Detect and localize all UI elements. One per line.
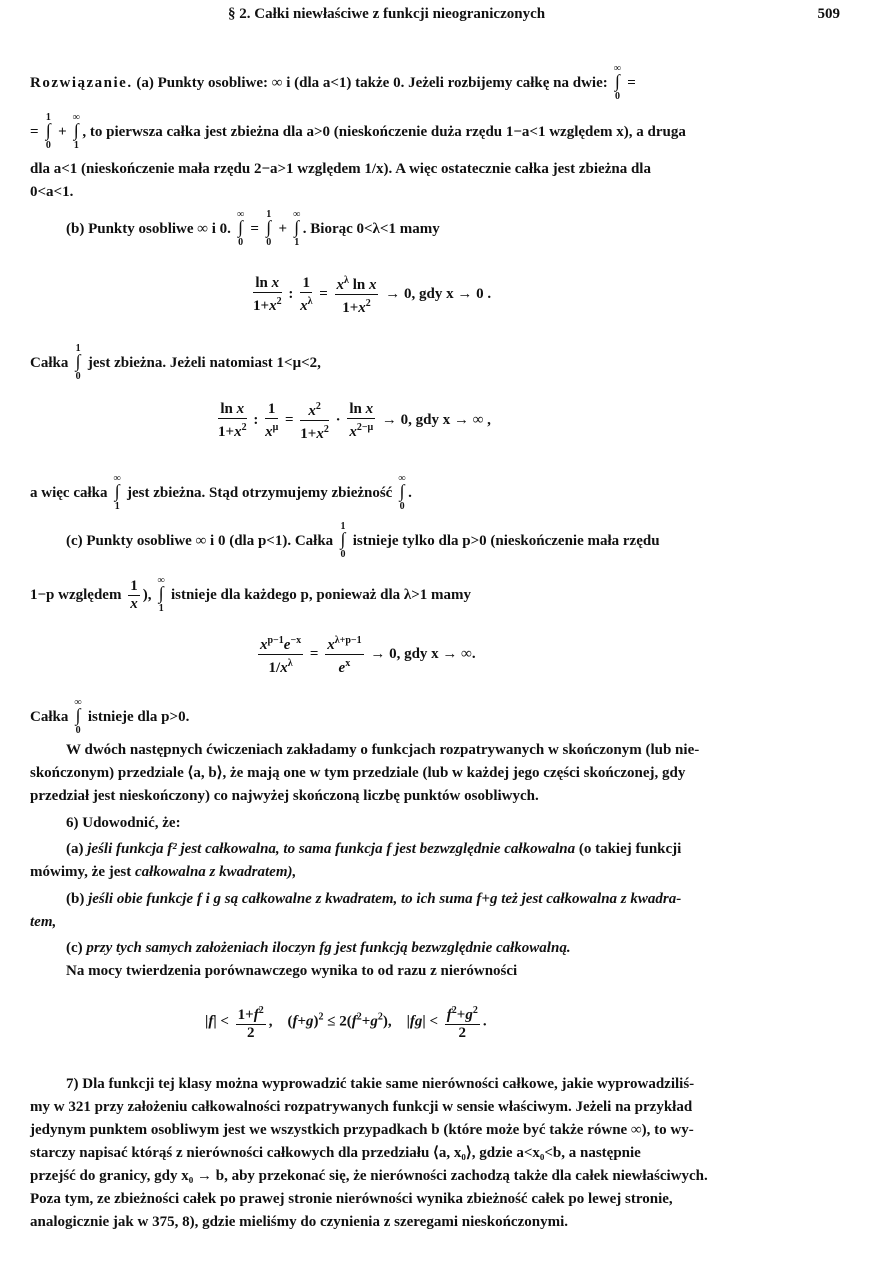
intro-line1: W dwóch następnych ćwiczeniach zakładamy o funkcjach rozpatrywanych w skończonym (lub nie- (66, 742, 700, 758)
ex6-b-line2: tem, (30, 914, 57, 930)
equation-b1: $\frac{\text{ln x}}{1+x^2}$ : $\frac{1}{x^\lambda}$ = $\frac{x^\lambda \ln x}{1+x^2}$ → 0, gdy x → 0 . (250, 272, 491, 317)
ex6-c: (c) przy tych samych założeniach iloczyn fg jest funkcją bezwzględnie całkowalną. (66, 940, 571, 956)
para-a-line3: dla a<1 (nieskończenie mała rzędu 2−a>1 względem 1/x). A więc ostatecznie całka jest zbieżna dla (30, 161, 651, 177)
para-b-line2: Całka 1 ∫ 0 jest zbieżna. Jeżeli natomiast 1<μ<2, (30, 343, 321, 382)
ex7-line3: jedynym punktem osobliwym jest we wszystkich przypadkach b (które może być także równe ∞), to wy- (30, 1122, 694, 1138)
ex7-line5: przejść do granicy, gdy x₀ → b, aby przekonać się, że nierówności zachodzą także dla całek niewłaściwych. (30, 1168, 708, 1184)
ex7-line4: starczy napisać którąś z nierówności całkowych dla przedziału ⟨a, x₀⟩, gdzie a<x₀<b, a następnie (30, 1145, 641, 1161)
page-number: 509 (817, 6, 840, 22)
para-c-line1: (c) Punkty osobliwe ∞ i 0 (dla p<1). Całka 1 ∫ 0 istnieje tylko dla p>0 (nieskończenie mała rzędu (66, 521, 660, 560)
equation-c: $\frac{x^{p-1}e^{-x}}{1/x^\lambda}$ = $\frac{x^{\lambda+p-1}}{e^x}$ → 0, gdy x → ∞. (255, 632, 476, 677)
ex7-line1: 7) Dla funkcji tej klasy można wyprowadzić takie same nierówności całkowe, jakie wyprowadziliś- (66, 1076, 695, 1092)
integral-sign: ∞ ∫ 0 (613, 63, 622, 102)
ex6-proof: Na mocy twierdzenia porównawczego wynika to od razu z nierówności (66, 963, 518, 979)
para-b-line3: a więc całka ∞ ∫ 1 jest zbieżna. Stąd otrzymujemy zbieżność ∞ ∫ 0 . (30, 473, 412, 512)
ex6-b-line1: (b) jeśli obie funkcje f i g są całkowalne z kwadratem, to ich suma f+g też jest całkowalna z kwadra- (66, 891, 682, 907)
ex6-a-line2: mówimy, że jest całkowalna z kwadratem), (30, 864, 297, 880)
intro-line3: przedział jest nieskończony) co najwyżej skończoną liczbę punktów osobliwych. (30, 788, 539, 804)
para-c-line3: Całka ∞ ∫ 0 istnieje dla p>0. (30, 697, 190, 736)
para-b-line1: (b) Punkty osobliwe ∞ i 0. ∞ ∫ 0 = 1 ∫ 0 + ∞ ∫ 1 . Biorąc 0<λ<1 mamy (66, 209, 440, 248)
para-a-line2: = 1 ∫ 0 + ∞ ∫ 1 , to pierwsza całka jest zbieżna dla a>0 (nieskończenie duża rzędu 1−a<1 względem x), a druga (30, 112, 686, 151)
equation-b2: $\frac{\text{ln x}}{1+x^2}$ : $\frac{1}{x^\mu}$ = $\frac{x^2}{1+x^2}$ · $\frac{\text{ln x}}{x^{2-\mu}}$ → 0, gdy x → ∞ , (215, 398, 491, 443)
ex6-a-line1: (a) jeśli funkcja f² jest całkowalna, to sama funkcja f jest bezwzględnie całkowalna (o takiej funkcji (66, 841, 682, 857)
para-a-line4: 0<a<1. (30, 184, 74, 200)
ex7-line7: analogicznie jak w 375, 8), gdzie mieliśmy do czynienia z szeregami nieskończonymi. (30, 1214, 569, 1230)
para-a-line1: Rozwiązanie. (a) Punkty osobliwe: ∞ i (dla a<1) także 0. Jeżeli rozbijemy całkę na dwie: ∞ ∫ 0 = (30, 63, 636, 102)
inequalities: |f| < $\frac{1+f^2}{2}$ , $(f+g)^2 \le 2(f^2+g^2)$, |fg| < $\frac{f^2+g^2}{2}$ . (205, 1002, 487, 1042)
page (30, 0, 840, 1263)
solution-label: Rozwiązanie. (30, 75, 133, 91)
ex7-line6: Poza tym, ze zbieżności całek po prawej stronie nierówności wynika zbieżność całek po lewej stronie, (30, 1191, 673, 1207)
intro-line2: skończonym) przedziale ⟨a, b⟩, że mają one w tym przedziale (lub w każdej jego części skończonej, gdy (30, 765, 686, 781)
ex6-title: 6) Udowodnić, że: (66, 815, 181, 831)
ex7-line2: my w 321 przy założeniu całkowalności rozpatrywanych funkcji w sensie właściwym. Jeżeli na przykład (30, 1099, 693, 1115)
header-title: § 2. Całki niewłaściwe z funkcji nieograniczonych (228, 6, 546, 22)
para-c-line2: 1−p względem $\frac{1}{x}$ ), ∞ ∫ 1 istnieje dla każdego p, ponieważ dla λ>1 mamy (30, 574, 472, 614)
